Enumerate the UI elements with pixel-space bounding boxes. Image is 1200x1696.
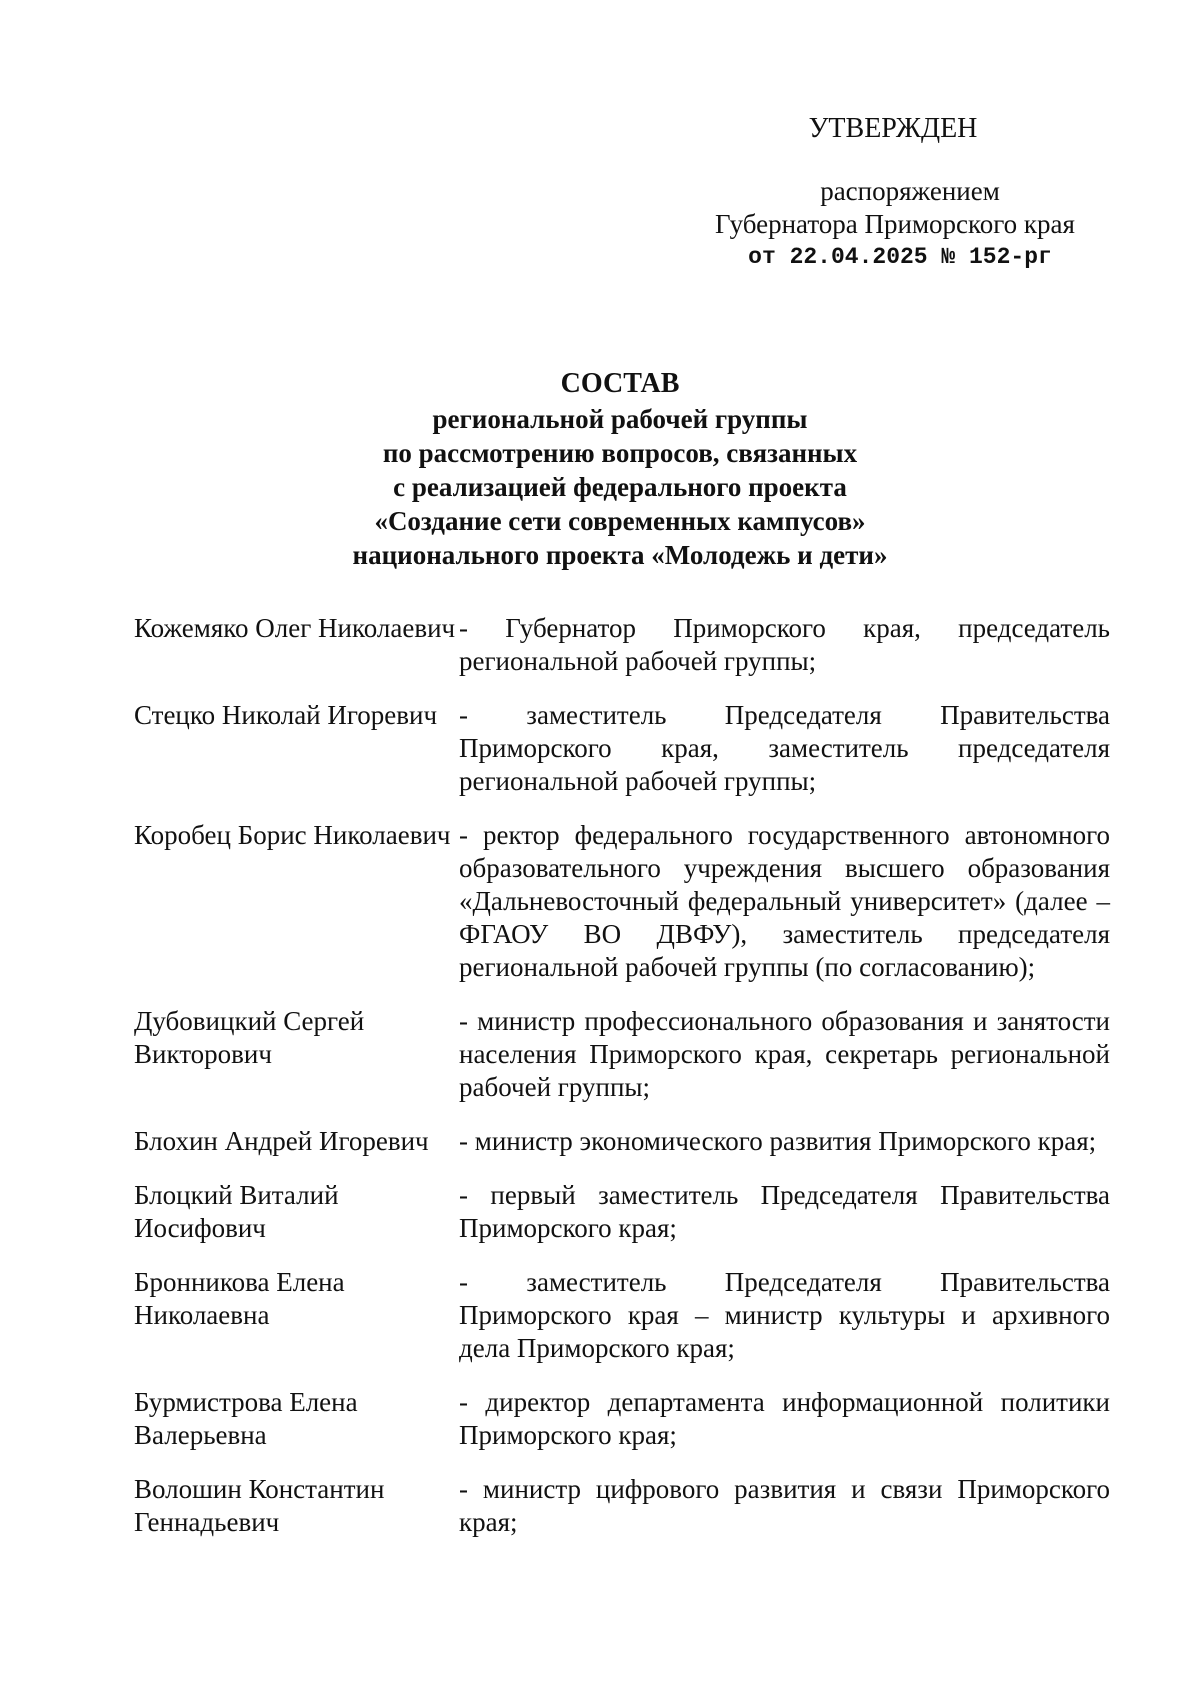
member-role: - ректор федерального государственного автономного образовательного учреждения высшего образования «Дальневосточный федеральный университет» (далее – ФГАОУ ВО ДВФУ), заместитель председателя региональной рабочей группы (по согласованию);	[459, 820, 1110, 982]
member-name: Дубовицкий Сергей Викторович	[134, 1006, 365, 1069]
member-row	[134, 1386, 1110, 1452]
member-row	[134, 699, 1110, 798]
members-list	[134, 612, 1110, 1560]
approval-authority: Губернатора Приморского края	[715, 209, 1075, 239]
title-line: региональной рабочей группы	[432, 404, 808, 434]
member-name: Бронникова Елена Николаевна	[134, 1267, 345, 1330]
member-role: - первый заместитель Председателя Правительства Приморского края;	[459, 1180, 1110, 1243]
member-role: - министр цифрового развития и связи Приморского края;	[459, 1474, 1110, 1537]
member-row	[134, 1473, 1110, 1539]
member-name: Бурмистрова Елена Валерьевна	[134, 1387, 358, 1450]
member-name: Волошин Константин Геннадьевич	[134, 1474, 385, 1537]
member-row	[134, 1005, 1110, 1104]
approved-label: УТВЕРЖДЕН	[808, 113, 978, 144]
member-role: - заместитель Председателя Правительства Приморского края, заместитель председателя региональной рабочей группы;	[459, 700, 1110, 796]
member-name: Коробец Борис Николаевич	[134, 820, 451, 850]
member-role: - заместитель Председателя Правительства Приморского края – министр культуры и архивного дела Приморского края;	[459, 1267, 1110, 1363]
title-line: «Создание сети современных кампусов»	[374, 506, 866, 536]
member-row	[134, 612, 1110, 678]
member-role: - министр профессионального образования и занятости населения Приморского края, секретарь региональной рабочей группы;	[459, 1006, 1110, 1102]
title-main: СОСТАВ	[560, 368, 680, 399]
member-role: - Губернатор Приморского края, председатель региональной рабочей группы;	[459, 613, 1110, 676]
approval-by-order: распоряжением	[820, 176, 1000, 206]
title-line: по рассмотрению вопросов, связанных	[382, 438, 858, 468]
title-line: национального проекта «Молодежь и дети»	[352, 540, 888, 570]
member-role: - директор департамента информационной политики Приморского края;	[459, 1387, 1110, 1450]
member-name: Кожемяко Олег Николаевич	[134, 613, 456, 643]
member-name: Блоцкий Виталий Иосифович	[134, 1180, 339, 1243]
member-row	[134, 1125, 1110, 1158]
document-title	[220, 367, 1020, 572]
member-row	[134, 819, 1110, 984]
member-row	[134, 1266, 1110, 1365]
member-role: - министр экономического развития Приморского края;	[459, 1126, 1097, 1156]
member-name: Стецко Николай Игоревич	[134, 700, 438, 730]
approval-registration: от 22.04.2025 № 152-рг	[748, 244, 1052, 270]
approval-stamp	[700, 112, 1120, 274]
title-line: с реализацией федерального проекта	[393, 472, 847, 502]
member-row	[134, 1179, 1110, 1245]
member-name: Блохин Андрей Игоревич	[134, 1126, 429, 1156]
